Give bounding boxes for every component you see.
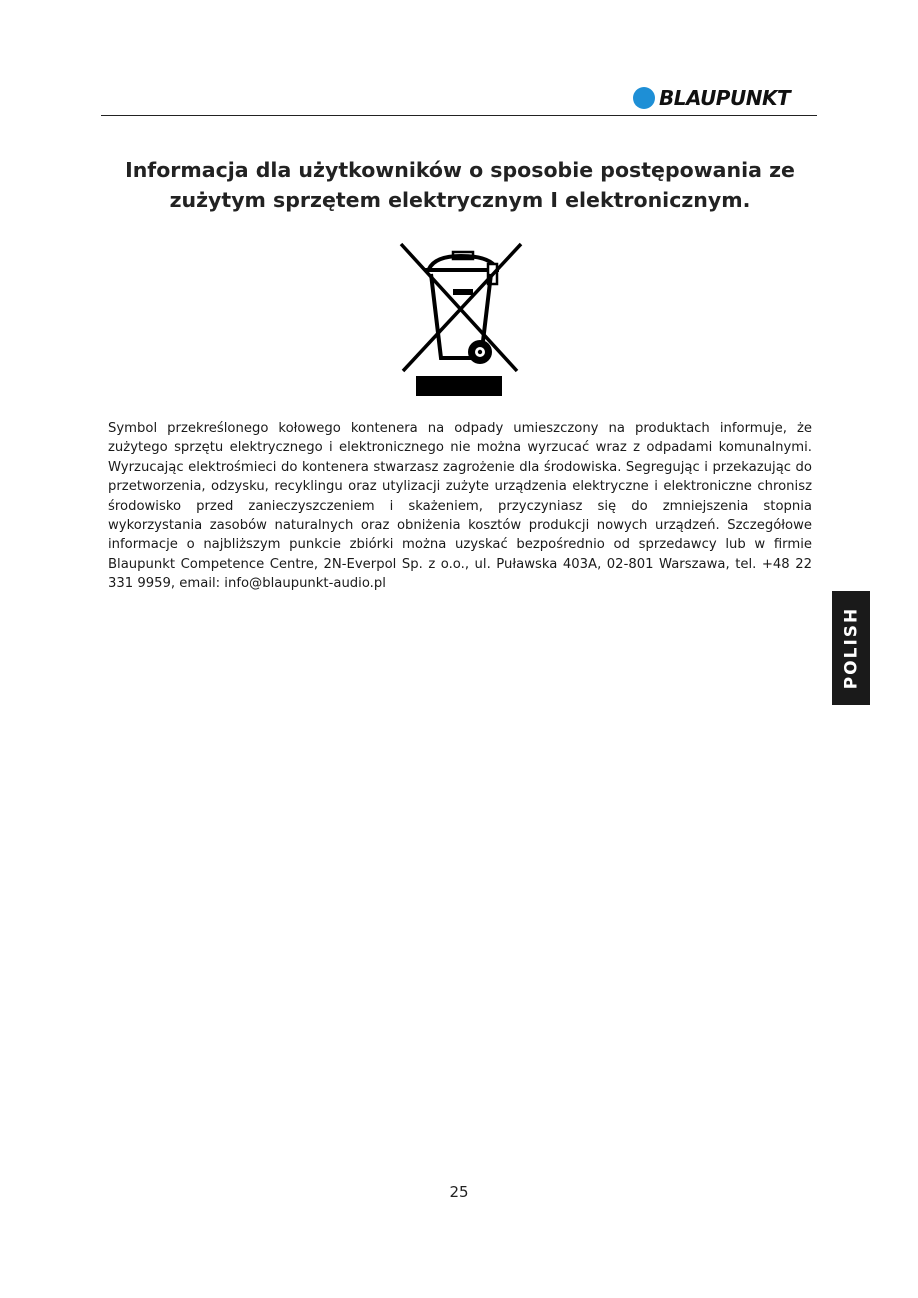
page-number: 25 <box>449 1183 469 1201</box>
language-tab <box>832 591 870 705</box>
brand-dot-icon <box>633 87 655 109</box>
page-title <box>90 155 830 215</box>
language-tab-label: POLISH <box>841 606 862 690</box>
crossed-out-wheelie-bin-icon <box>395 240 527 400</box>
disposal-information-paragraph: Symbol przekreślonego kołowego kontenera na odpady umieszczony na produktach informuje, że zużytego sprzętu elektrycznego i elektronicznego nie można wyrzucać wraz z odpadami komunalnymi. Wyrzucając elektrośmieci do kontenera stwarzasz zagrożenie dla środowiska. Segregując i przekazując do przetworzenia, odzysku, recyklingu oraz utylizacji zużyte urządzenia elektryczne i elektroniczne chronisz środowisko przed zanieczyszczeniem i skażeniem, przyczyniasz się do zmniejszenia stopnia wykorzystania zasobów naturalnych oraz obniżenia kosztów produkcji nowych urządzeń. Szczegółowe informacje o najbliższym punkcie zbiórki można uzyskać bezpośrednio od sprzedawcy lub w firmie Blaupunkt Competence Centre, 2N-Everpol Sp. z o.o., ul. Puławska 403A, 02-801 Warszawa, tel. +48 22 331 9959, email: info@blaupunkt-audio.pl <box>108 421 812 592</box>
brand-name: BLAUPUNKT <box>659 86 791 110</box>
page-title-line-2: zużytym sprzętem elektrycznym I elektronicznym. <box>169 188 751 212</box>
brand-logo <box>633 86 790 110</box>
header-divider <box>101 115 817 116</box>
page-title-line-1: Informacja dla użytkowników o sposobie postępowania ze <box>125 158 795 182</box>
